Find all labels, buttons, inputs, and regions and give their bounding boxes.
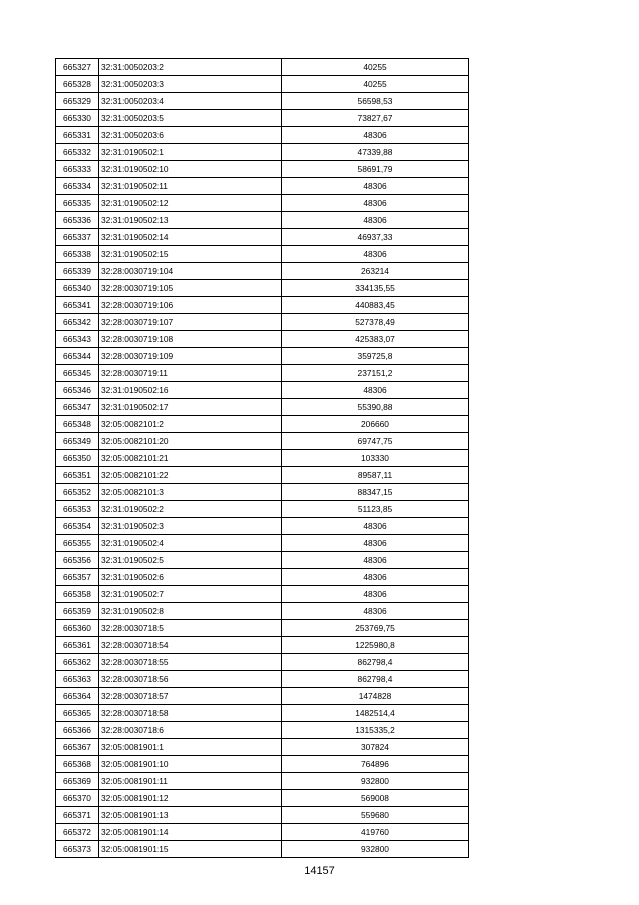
table-row bbox=[56, 552, 469, 569]
row-id-cell: 665362 bbox=[56, 654, 99, 671]
table-row bbox=[56, 382, 469, 399]
cadastral-number-cell: 32:05:0082101:21 bbox=[99, 450, 282, 467]
value-cell: 73827,67 bbox=[282, 110, 469, 127]
row-id-cell: 665334 bbox=[56, 178, 99, 195]
cadastral-number-cell: 32:28:0030718:54 bbox=[99, 637, 282, 654]
value-cell: 263214 bbox=[282, 263, 469, 280]
table-row bbox=[56, 297, 469, 314]
cadastral-number-cell: 32:31:0190502:8 bbox=[99, 603, 282, 620]
value-cell: 48306 bbox=[282, 127, 469, 144]
table-row bbox=[56, 110, 469, 127]
table-row bbox=[56, 178, 469, 195]
row-id-cell: 665347 bbox=[56, 399, 99, 416]
row-id-cell: 665341 bbox=[56, 297, 99, 314]
value-cell: 1315335,2 bbox=[282, 722, 469, 739]
cadastral-number-cell: 32:28:0030719:11 bbox=[99, 365, 282, 382]
value-cell: 51123,85 bbox=[282, 501, 469, 518]
row-id-cell: 665340 bbox=[56, 280, 99, 297]
table-row bbox=[56, 637, 469, 654]
row-id-cell: 665344 bbox=[56, 348, 99, 365]
table-row bbox=[56, 365, 469, 382]
value-cell: 89587,11 bbox=[282, 467, 469, 484]
value-cell: 206660 bbox=[282, 416, 469, 433]
table-row bbox=[56, 416, 469, 433]
cadastral-number-cell: 32:31:0050203:5 bbox=[99, 110, 282, 127]
cadastral-number-cell: 32:31:0190502:12 bbox=[99, 195, 282, 212]
table-row bbox=[56, 263, 469, 280]
value-cell: 40255 bbox=[282, 76, 469, 93]
cadastral-number-cell: 32:31:0050203:4 bbox=[99, 93, 282, 110]
value-cell: 932800 bbox=[282, 841, 469, 858]
cadastral-number-cell: 32:05:0082101:20 bbox=[99, 433, 282, 450]
value-cell: 569008 bbox=[282, 790, 469, 807]
value-cell: 1225980,8 bbox=[282, 637, 469, 654]
cadastral-number-cell: 32:28:0030719:109 bbox=[99, 348, 282, 365]
table-row bbox=[56, 790, 469, 807]
table-row bbox=[56, 433, 469, 450]
row-id-cell: 665359 bbox=[56, 603, 99, 620]
table-row bbox=[56, 586, 469, 603]
cadastral-number-cell: 32:31:0190502:13 bbox=[99, 212, 282, 229]
value-cell: 56598,53 bbox=[282, 93, 469, 110]
row-id-cell: 665353 bbox=[56, 501, 99, 518]
row-id-cell: 665361 bbox=[56, 637, 99, 654]
cadastral-number-cell: 32:28:0030718:55 bbox=[99, 654, 282, 671]
cadastral-number-cell: 32:31:0190502:7 bbox=[99, 586, 282, 603]
table-row bbox=[56, 246, 469, 263]
row-id-cell: 665368 bbox=[56, 756, 99, 773]
table-row bbox=[56, 654, 469, 671]
row-id-cell: 665348 bbox=[56, 416, 99, 433]
table-row bbox=[56, 161, 469, 178]
cadastral-number-cell: 32:31:0050203:6 bbox=[99, 127, 282, 144]
row-id-cell: 665372 bbox=[56, 824, 99, 841]
table-row bbox=[56, 229, 469, 246]
cadastral-number-cell: 32:31:0190502:2 bbox=[99, 501, 282, 518]
row-id-cell: 665345 bbox=[56, 365, 99, 382]
cadastral-number-cell: 32:31:0190502:14 bbox=[99, 229, 282, 246]
row-id-cell: 665367 bbox=[56, 739, 99, 756]
table-row bbox=[56, 739, 469, 756]
value-cell: 46937,33 bbox=[282, 229, 469, 246]
cadastral-number-cell: 32:31:0190502:5 bbox=[99, 552, 282, 569]
cadastral-number-cell: 32:05:0081901:13 bbox=[99, 807, 282, 824]
table-row bbox=[56, 518, 469, 535]
table-row bbox=[56, 331, 469, 348]
value-cell: 88347,15 bbox=[282, 484, 469, 501]
row-id-cell: 665333 bbox=[56, 161, 99, 178]
cadastral-number-cell: 32:28:0030718:58 bbox=[99, 705, 282, 722]
value-cell: 48306 bbox=[282, 552, 469, 569]
value-cell: 69747,75 bbox=[282, 433, 469, 450]
value-cell: 527378,49 bbox=[282, 314, 469, 331]
row-id-cell: 665370 bbox=[56, 790, 99, 807]
table-row bbox=[56, 280, 469, 297]
cadastral-number-cell: 32:31:0190502:17 bbox=[99, 399, 282, 416]
table-body bbox=[56, 59, 469, 858]
row-id-cell: 665366 bbox=[56, 722, 99, 739]
value-cell: 359725,8 bbox=[282, 348, 469, 365]
row-id-cell: 665331 bbox=[56, 127, 99, 144]
value-cell: 862798,4 bbox=[282, 671, 469, 688]
cadastral-number-cell: 32:31:0190502:1 bbox=[99, 144, 282, 161]
page-number: 14157 bbox=[304, 865, 335, 877]
table-row bbox=[56, 450, 469, 467]
cadastral-value-table bbox=[55, 58, 469, 858]
row-id-cell: 665346 bbox=[56, 382, 99, 399]
cadastral-number-cell: 32:05:0081901:12 bbox=[99, 790, 282, 807]
row-id-cell: 665332 bbox=[56, 144, 99, 161]
value-cell: 764896 bbox=[282, 756, 469, 773]
table-row bbox=[56, 688, 469, 705]
row-id-cell: 665360 bbox=[56, 620, 99, 637]
table-row bbox=[56, 484, 469, 501]
cadastral-number-cell: 32:28:0030719:104 bbox=[99, 263, 282, 280]
row-id-cell: 665354 bbox=[56, 518, 99, 535]
row-id-cell: 665335 bbox=[56, 195, 99, 212]
row-id-cell: 665364 bbox=[56, 688, 99, 705]
row-id-cell: 665369 bbox=[56, 773, 99, 790]
cadastral-number-cell: 32:28:0030718:6 bbox=[99, 722, 282, 739]
cadastral-number-cell: 32:28:0030719:107 bbox=[99, 314, 282, 331]
table-row bbox=[56, 756, 469, 773]
table-row bbox=[56, 467, 469, 484]
table-row bbox=[56, 535, 469, 552]
row-id-cell: 665328 bbox=[56, 76, 99, 93]
value-cell: 58691,79 bbox=[282, 161, 469, 178]
cadastral-number-cell: 32:31:0190502:10 bbox=[99, 161, 282, 178]
cadastral-number-cell: 32:05:0082101:2 bbox=[99, 416, 282, 433]
row-id-cell: 665327 bbox=[56, 59, 99, 76]
table-row bbox=[56, 59, 469, 76]
table-row bbox=[56, 127, 469, 144]
value-cell: 932800 bbox=[282, 773, 469, 790]
cadastral-number-cell: 32:05:0081901:14 bbox=[99, 824, 282, 841]
cadastral-number-cell: 32:31:0190502:6 bbox=[99, 569, 282, 586]
value-cell: 40255 bbox=[282, 59, 469, 76]
value-cell: 1474828 bbox=[282, 688, 469, 705]
value-cell: 1482514,4 bbox=[282, 705, 469, 722]
row-id-cell: 665349 bbox=[56, 433, 99, 450]
table-row bbox=[56, 501, 469, 518]
row-id-cell: 665350 bbox=[56, 450, 99, 467]
table-row bbox=[56, 76, 469, 93]
cadastral-number-cell: 32:05:0081901:10 bbox=[99, 756, 282, 773]
value-cell: 237151,2 bbox=[282, 365, 469, 382]
value-cell: 48306 bbox=[282, 603, 469, 620]
value-cell: 48306 bbox=[282, 178, 469, 195]
cadastral-number-cell: 32:31:0190502:11 bbox=[99, 178, 282, 195]
value-cell: 253769,75 bbox=[282, 620, 469, 637]
row-id-cell: 665336 bbox=[56, 212, 99, 229]
value-cell: 559680 bbox=[282, 807, 469, 824]
table-row bbox=[56, 348, 469, 365]
cadastral-number-cell: 32:31:0190502:16 bbox=[99, 382, 282, 399]
value-cell: 48306 bbox=[282, 212, 469, 229]
cadastral-number-cell: 32:31:0050203:3 bbox=[99, 76, 282, 93]
cadastral-number-cell: 32:28:0030718:57 bbox=[99, 688, 282, 705]
cadastral-number-cell: 32:05:0081901:1 bbox=[99, 739, 282, 756]
table-row bbox=[56, 195, 469, 212]
row-id-cell: 665351 bbox=[56, 467, 99, 484]
row-id-cell: 665355 bbox=[56, 535, 99, 552]
table-row bbox=[56, 671, 469, 688]
value-cell: 425383,07 bbox=[282, 331, 469, 348]
table-row bbox=[56, 705, 469, 722]
table-row bbox=[56, 807, 469, 824]
cadastral-number-cell: 32:05:0082101:3 bbox=[99, 484, 282, 501]
value-cell: 48306 bbox=[282, 382, 469, 399]
value-cell: 334135,55 bbox=[282, 280, 469, 297]
table-row bbox=[56, 841, 469, 858]
row-id-cell: 665358 bbox=[56, 586, 99, 603]
row-id-cell: 665371 bbox=[56, 807, 99, 824]
table-row bbox=[56, 314, 469, 331]
table-row bbox=[56, 93, 469, 110]
table-row bbox=[56, 399, 469, 416]
table-row bbox=[56, 569, 469, 586]
row-id-cell: 665363 bbox=[56, 671, 99, 688]
table-row bbox=[56, 603, 469, 620]
value-cell: 48306 bbox=[282, 518, 469, 535]
cadastral-number-cell: 32:31:0190502:3 bbox=[99, 518, 282, 535]
cadastral-number-cell: 32:28:0030719:105 bbox=[99, 280, 282, 297]
cadastral-number-cell: 32:28:0030719:108 bbox=[99, 331, 282, 348]
value-cell: 440883,45 bbox=[282, 297, 469, 314]
value-cell: 55390,88 bbox=[282, 399, 469, 416]
row-id-cell: 665330 bbox=[56, 110, 99, 127]
row-id-cell: 665356 bbox=[56, 552, 99, 569]
cadastral-number-cell: 32:28:0030719:106 bbox=[99, 297, 282, 314]
row-id-cell: 665357 bbox=[56, 569, 99, 586]
row-id-cell: 665352 bbox=[56, 484, 99, 501]
value-cell: 48306 bbox=[282, 246, 469, 263]
row-id-cell: 665339 bbox=[56, 263, 99, 280]
table-row bbox=[56, 620, 469, 637]
table-row bbox=[56, 212, 469, 229]
cadastral-number-cell: 32:28:0030718:5 bbox=[99, 620, 282, 637]
row-id-cell: 665329 bbox=[56, 93, 99, 110]
value-cell: 103330 bbox=[282, 450, 469, 467]
row-id-cell: 665337 bbox=[56, 229, 99, 246]
row-id-cell: 665342 bbox=[56, 314, 99, 331]
cadastral-number-cell: 32:28:0030718:56 bbox=[99, 671, 282, 688]
value-cell: 48306 bbox=[282, 535, 469, 552]
row-id-cell: 665373 bbox=[56, 841, 99, 858]
table-row bbox=[56, 722, 469, 739]
cadastral-number-cell: 32:31:0190502:4 bbox=[99, 535, 282, 552]
cadastral-number-cell: 32:05:0082101:22 bbox=[99, 467, 282, 484]
cadastral-number-cell: 32:05:0081901:15 bbox=[99, 841, 282, 858]
cadastral-number-cell: 32:31:0190502:15 bbox=[99, 246, 282, 263]
table-row bbox=[56, 144, 469, 161]
value-cell: 419760 bbox=[282, 824, 469, 841]
value-cell: 307824 bbox=[282, 739, 469, 756]
row-id-cell: 665338 bbox=[56, 246, 99, 263]
value-cell: 48306 bbox=[282, 569, 469, 586]
value-cell: 47339,88 bbox=[282, 144, 469, 161]
table-row bbox=[56, 824, 469, 841]
value-cell: 48306 bbox=[282, 195, 469, 212]
value-cell: 862798,4 bbox=[282, 654, 469, 671]
cadastral-number-cell: 32:05:0081901:11 bbox=[99, 773, 282, 790]
value-cell: 48306 bbox=[282, 586, 469, 603]
row-id-cell: 665343 bbox=[56, 331, 99, 348]
row-id-cell: 665365 bbox=[56, 705, 99, 722]
cadastral-number-cell: 32:31:0050203:2 bbox=[99, 59, 282, 76]
table-row bbox=[56, 773, 469, 790]
